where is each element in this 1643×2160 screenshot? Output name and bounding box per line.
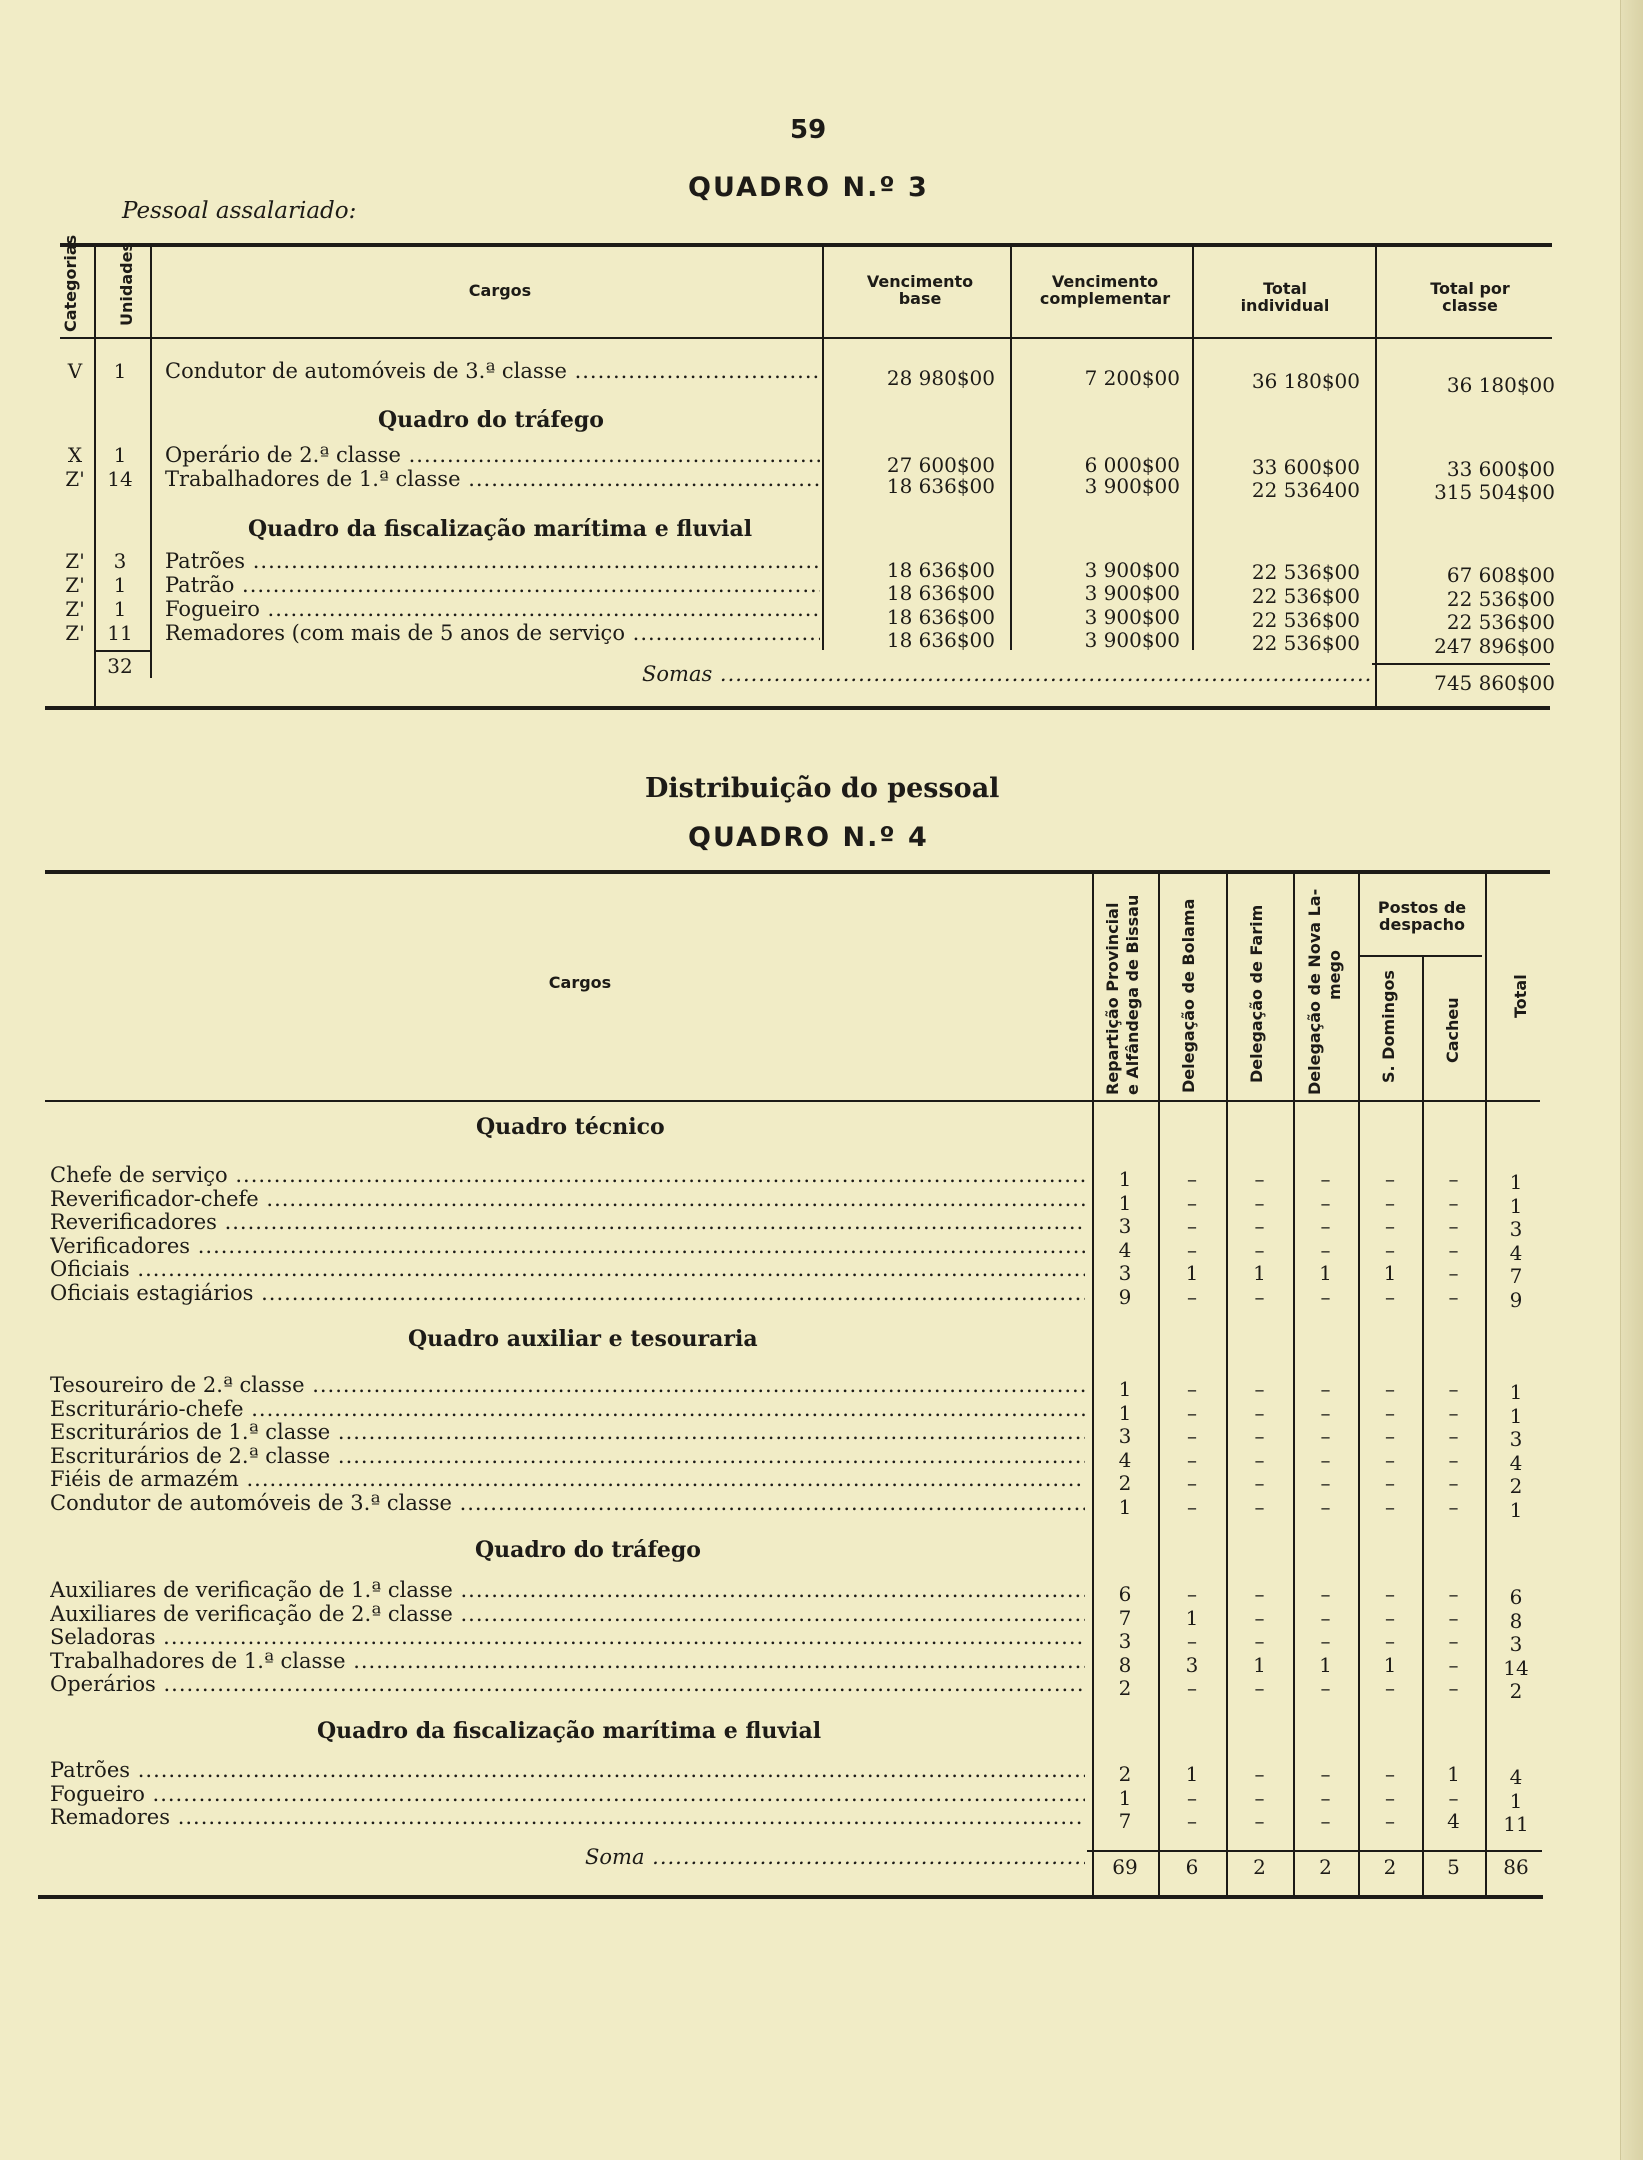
- page-edge: [1620, 0, 1643, 2160]
- q3-total-classe: 22 536$00: [1446, 587, 1555, 611]
- q3-base: 18 636$00: [886, 628, 995, 652]
- q4-value-cacheu: –: [1448, 1785, 1459, 1810]
- q4-value-bolama: –: [1187, 1471, 1197, 1495]
- q4-soma-farim: 2: [1253, 1855, 1266, 1879]
- q3-col-line: [1375, 246, 1377, 706]
- q4-value-nova-lamego: –: [1320, 1809, 1331, 1833]
- q4-value-nova-lamego: –: [1320, 1237, 1331, 1262]
- q4-value-bolama: 1: [1185, 1261, 1199, 1285]
- q4-col-line: [1293, 873, 1295, 1895]
- q4-value-bolama: –: [1187, 1809, 1197, 1833]
- q4-value-nova-lamego: –: [1320, 1605, 1331, 1630]
- q4-value-reparticao: 6: [1118, 1582, 1132, 1606]
- q3-total-ind: 33 600$00: [1251, 455, 1360, 479]
- q4-value-cacheu: –: [1448, 1167, 1459, 1191]
- q4-value-s-domingos: –: [1385, 1494, 1395, 1519]
- quadro3-units-rule: [95, 650, 150, 652]
- q3-units: 3: [113, 549, 127, 573]
- q4-cargo: Chefe de serviço .....: [50, 1163, 1085, 1187]
- q4-value-s-domingos: –: [1385, 1785, 1395, 1810]
- q4-value-reparticao: 4: [1118, 1237, 1132, 1262]
- q4-cargo: Oficiais estagiários .....: [50, 1281, 1085, 1305]
- q4-header-reparticao-2: e Alfândega de Bissau: [1123, 894, 1142, 1095]
- q3-cat: Z': [65, 597, 85, 621]
- q4-header-reparticao: Repartição Provincial: [1103, 902, 1122, 1095]
- q4-value-reparticao: 3: [1118, 1261, 1132, 1285]
- q4-value-cacheu: –: [1448, 1605, 1459, 1630]
- q4-value-cacheu: –: [1448, 1214, 1459, 1238]
- q4-value-reparticao: 3: [1118, 1214, 1132, 1238]
- q3-cargo: Operário de 2.ª classe .....: [165, 443, 820, 467]
- q4-value-reparticao: 8: [1118, 1652, 1132, 1677]
- q4-soma-reparticao: 69: [1112, 1855, 1138, 1879]
- q4-value-farim: –: [1254, 1785, 1265, 1810]
- q3-base: 27 600$00: [886, 453, 995, 477]
- q3-units: 1: [113, 573, 127, 597]
- q3-total-ind: 36 180$00: [1251, 369, 1360, 393]
- q4-value-total: 1: [1509, 1170, 1523, 1194]
- q4-value-cacheu: –: [1448, 1471, 1459, 1495]
- q4-value-farim: –: [1254, 1762, 1265, 1786]
- q4-value-s-domingos: –: [1385, 1629, 1395, 1653]
- page-number: 59: [790, 115, 827, 145]
- q4-value-s-domingos: –: [1385, 1471, 1395, 1495]
- q3-units: 1: [113, 443, 127, 467]
- q4-value-s-domingos: –: [1385, 1762, 1395, 1786]
- q4-cargo: Seladoras .....: [50, 1625, 1085, 1649]
- q3-cat: Z': [65, 467, 85, 491]
- q4-value-bolama: –: [1187, 1582, 1197, 1606]
- q4-value-cacheu: –: [1448, 1377, 1459, 1401]
- q3-total-classe: 67 608$00: [1446, 563, 1555, 587]
- q4-value-cacheu: –: [1448, 1494, 1459, 1519]
- q4-header-s-domingos: S. Domingos: [1379, 970, 1398, 1083]
- q3-total-ind: 22 536$00: [1251, 584, 1360, 608]
- q4-value-bolama: –: [1187, 1494, 1197, 1519]
- q3-section-title: Quadro do tráfego: [378, 407, 604, 433]
- quadro3-total-rule: [1372, 663, 1550, 665]
- q4-value-s-domingos: –: [1385, 1809, 1395, 1833]
- q4-value-total: 1: [1509, 1403, 1523, 1428]
- q4-header-farim: Delegação de Farim: [1247, 904, 1266, 1083]
- q3-base: 18 636$00: [886, 605, 995, 629]
- q4-value-reparticao: 3: [1118, 1424, 1132, 1448]
- q4-value-nova-lamego: –: [1320, 1377, 1331, 1401]
- q4-value-bolama: –: [1187, 1629, 1197, 1653]
- q4-value-nova-lamego: –: [1320, 1629, 1331, 1653]
- q4-value-farim: 1: [1253, 1652, 1266, 1677]
- q4-value-bolama: –: [1187, 1190, 1197, 1215]
- q4-value-bolama: –: [1187, 1284, 1197, 1309]
- q4-section-title: Quadro auxiliar e tesouraria: [408, 1326, 758, 1352]
- q3-compl: 3 900$00: [1084, 605, 1180, 629]
- q3-section-title: Quadro da fiscalização marítima e fluvial: [248, 516, 753, 542]
- q3-header-total-individual: Total individual: [1240, 279, 1330, 315]
- q3-total-classe: 33 600$00: [1446, 457, 1555, 481]
- q4-cargo: Escriturários de 1.ª classe .....: [50, 1420, 1085, 1444]
- q4-value-cacheu: –: [1448, 1447, 1459, 1472]
- q4-value-bolama: –: [1187, 1676, 1197, 1700]
- q4-value-s-domingos: –: [1385, 1400, 1395, 1425]
- q4-value-farim: –: [1254, 1377, 1265, 1401]
- q4-value-reparticao: 1: [1118, 1785, 1132, 1810]
- q4-value-bolama: –: [1187, 1447, 1197, 1472]
- q4-value-bolama: 3: [1185, 1652, 1199, 1677]
- q4-value-nova-lamego: –: [1320, 1400, 1331, 1425]
- q4-value-reparticao: 7: [1118, 1809, 1132, 1833]
- q3-total-classe: 315 504$00: [1434, 480, 1555, 504]
- q4-value-farim: –: [1254, 1214, 1265, 1238]
- q3-cat: Z': [65, 573, 85, 597]
- q4-value-s-domingos: –: [1385, 1167, 1395, 1191]
- q3-cargo: Fogueiro .....: [165, 597, 820, 621]
- q4-soma-bolama: 6: [1185, 1855, 1199, 1879]
- q4-value-total: 2: [1509, 1679, 1523, 1703]
- q3-total-ind: 22 536$00: [1251, 631, 1360, 655]
- q4-value-bolama: –: [1187, 1377, 1197, 1401]
- q4-value-total: 6: [1509, 1585, 1523, 1609]
- q3-base: 18 636$00: [886, 474, 995, 498]
- quadro4-title: QUADRO N.º 4: [688, 822, 929, 853]
- q4-value-reparticao: 7: [1118, 1605, 1132, 1630]
- q4-value-farim: –: [1254, 1237, 1265, 1262]
- q4-value-cacheu: –: [1448, 1652, 1459, 1677]
- q4-value-nova-lamego: –: [1320, 1167, 1331, 1191]
- q3-cargo: Patrões .....: [165, 549, 820, 573]
- q4-value-farim: –: [1254, 1494, 1265, 1519]
- q3-compl: 3 900$00: [1084, 581, 1180, 605]
- q4-header-cacheu: Cacheu: [1443, 997, 1462, 1063]
- q4-value-total: 4: [1509, 1450, 1523, 1475]
- q4-value-bolama: 1: [1185, 1762, 1199, 1786]
- quadro4-bottom-rule: [38, 1895, 1543, 1899]
- q3-total-classe: 22 536$00: [1446, 610, 1555, 634]
- q4-value-bolama: –: [1187, 1785, 1197, 1810]
- q4-soma-total: 86: [1503, 1855, 1529, 1879]
- q4-value-farim: –: [1254, 1424, 1265, 1448]
- q4-cargo: Condutor de automóveis de 3.ª classe .....: [50, 1491, 1085, 1515]
- q4-value-cacheu: 1: [1447, 1762, 1460, 1786]
- q3-header-vencimento-base: Vencimento base: [866, 272, 974, 308]
- q4-soma-label: Soma .....: [585, 1845, 1085, 1869]
- q4-value-total: 9: [1509, 1287, 1523, 1312]
- q4-value-nova-lamego: –: [1320, 1785, 1331, 1810]
- q4-cargo: Oficiais .....: [50, 1257, 1085, 1281]
- q4-value-reparticao: 4: [1118, 1447, 1132, 1472]
- q4-value-total: 3: [1509, 1632, 1523, 1656]
- q4-value-s-domingos: –: [1385, 1190, 1395, 1215]
- q4-value-s-domingos: –: [1385, 1237, 1395, 1262]
- q4-cargo: Fiéis de armazém .....: [50, 1467, 1085, 1491]
- q4-cargo: Escriturários de 2.ª classe .....: [50, 1444, 1085, 1468]
- q4-value-farim: –: [1254, 1190, 1265, 1215]
- q4-value-reparticao: 1: [1118, 1377, 1132, 1401]
- q3-col-line: [150, 246, 152, 678]
- q3-compl: 3 900$00: [1084, 558, 1180, 582]
- q4-value-farim: –: [1254, 1582, 1265, 1606]
- q4-value-total: 1: [1509, 1193, 1523, 1218]
- q4-value-total: 1: [1509, 1788, 1523, 1813]
- q3-units: 11: [107, 621, 133, 645]
- q4-value-bolama: –: [1187, 1424, 1197, 1448]
- q4-value-reparticao: 2: [1118, 1762, 1132, 1786]
- q4-header-nova-lamego: Delegação de Nova La-: [1305, 888, 1324, 1095]
- q3-header-unidades: Unidades: [117, 242, 136, 326]
- q4-value-s-domingos: –: [1385, 1676, 1395, 1700]
- q3-units: 1: [113, 359, 127, 383]
- q3-compl: 6 000$00: [1084, 453, 1180, 477]
- q4-soma-nova-lamego: 2: [1319, 1855, 1332, 1879]
- q3-cargo: Condutor de automóveis de 3.ª classe .....: [165, 359, 820, 383]
- q4-value-reparticao: 2: [1118, 1676, 1132, 1700]
- q4-value-farim: 1: [1253, 1261, 1266, 1285]
- q3-total-ind: 22 536400: [1251, 478, 1360, 502]
- q3-somas-label: Somas .....: [642, 662, 1370, 686]
- q4-value-farim: –: [1254, 1447, 1265, 1472]
- q4-value-total: 3: [1509, 1427, 1523, 1451]
- q3-base: 18 636$00: [886, 558, 995, 582]
- q4-value-farim: –: [1254, 1167, 1265, 1191]
- q4-value-total: 1: [1509, 1380, 1523, 1404]
- q3-total-ind: 22 536$00: [1251, 560, 1360, 584]
- q4-value-s-domingos: 1: [1383, 1261, 1397, 1285]
- q3-header-categorias: Categorias: [61, 234, 80, 332]
- q4-cargo: Operários .....: [50, 1672, 1085, 1696]
- q4-header-total: Total: [1511, 974, 1530, 1018]
- q4-cargo: Auxiliares de verificação de 2.ª classe .....: [50, 1602, 1085, 1626]
- q4-value-cacheu: 4: [1447, 1809, 1460, 1833]
- q4-value-cacheu: –: [1448, 1676, 1459, 1700]
- q4-cargo: Reverificadores .....: [50, 1210, 1085, 1234]
- q3-compl: 7 200$00: [1084, 366, 1180, 390]
- q4-value-s-domingos: –: [1385, 1284, 1395, 1309]
- q3-cargo: Patrão .....: [165, 573, 820, 597]
- q4-cargo: Reverificador-chefe .....: [50, 1187, 1085, 1211]
- q3-base: 28 980$00: [886, 366, 995, 390]
- q4-soma-cacheu: 5: [1447, 1855, 1460, 1879]
- q4-value-nova-lamego: –: [1320, 1582, 1331, 1606]
- q4-value-farim: –: [1254, 1471, 1265, 1495]
- q4-value-farim: –: [1254, 1629, 1265, 1653]
- q3-total-ind: 22 536$00: [1251, 608, 1360, 632]
- q4-value-s-domingos: –: [1385, 1582, 1395, 1606]
- q4-col-line: [1422, 955, 1424, 1895]
- q4-col-line: [1226, 873, 1228, 1895]
- q4-header-postos: Postos de despacho: [1377, 898, 1467, 934]
- q4-header-bolama: Delegação de Bolama: [1179, 898, 1198, 1093]
- q4-value-total: 4: [1509, 1240, 1523, 1265]
- q4-cargo: Tesoureiro de 2.ª classe .....: [50, 1373, 1085, 1397]
- q4-cargo: Trabalhadores de 1.ª classe .....: [50, 1649, 1085, 1673]
- q4-value-s-domingos: –: [1385, 1447, 1395, 1472]
- q4-value-s-domingos: –: [1385, 1605, 1395, 1630]
- q4-value-nova-lamego: 1: [1319, 1261, 1332, 1285]
- q3-cat: V: [67, 359, 83, 383]
- q4-value-cacheu: –: [1448, 1237, 1459, 1262]
- q4-value-reparticao: 1: [1118, 1167, 1132, 1191]
- q4-value-total: 11: [1503, 1812, 1529, 1836]
- quadro3-header-rule: [60, 337, 1552, 339]
- quadro4-soma-rule: [1087, 1850, 1542, 1852]
- q3-header-total-por-classe: Total por classe: [1430, 279, 1510, 315]
- q4-value-s-domingos: –: [1385, 1424, 1395, 1448]
- q4-value-total: 2: [1509, 1474, 1523, 1498]
- q4-value-nova-lamego: –: [1320, 1676, 1331, 1700]
- q4-value-s-domingos: 1: [1383, 1652, 1397, 1677]
- q4-section-title: Quadro técnico: [476, 1114, 665, 1140]
- q4-value-bolama: –: [1187, 1400, 1197, 1425]
- q4-value-farim: –: [1254, 1809, 1265, 1833]
- q4-value-bolama: –: [1187, 1237, 1197, 1262]
- q3-cat: X: [67, 443, 83, 467]
- q4-value-nova-lamego: –: [1320, 1214, 1331, 1238]
- q4-value-total: 14: [1503, 1655, 1529, 1680]
- q4-value-total: 3: [1509, 1217, 1523, 1241]
- q3-col-line: [94, 246, 96, 706]
- q3-col-line: [822, 246, 824, 650]
- q3-cargo: Trabalhadores de 1.ª classe .....: [165, 467, 820, 491]
- q3-total-classe: 36 180$00: [1446, 373, 1555, 397]
- q3-col-line: [1192, 246, 1194, 650]
- q3-col-line: [1010, 246, 1012, 650]
- q3-cat: Z': [65, 549, 85, 573]
- q4-value-total: 1: [1509, 1497, 1523, 1522]
- q3-base: 18 636$00: [886, 581, 995, 605]
- quadro3-title: QUADRO N.º 3: [688, 172, 929, 203]
- q4-value-cacheu: –: [1448, 1261, 1459, 1285]
- q4-value-nova-lamego: –: [1320, 1190, 1331, 1215]
- q3-units: 1: [113, 597, 127, 621]
- quadro3-top-rule: [60, 243, 1552, 247]
- q4-value-nova-lamego: –: [1320, 1471, 1331, 1495]
- q4-value-s-domingos: –: [1385, 1377, 1395, 1401]
- q4-header-cargos: Cargos: [548, 973, 612, 992]
- q4-value-nova-lamego: –: [1320, 1424, 1331, 1448]
- q3-cargo: Remadores (com mais de 5 anos de serviço .....: [165, 621, 820, 645]
- q4-col-line: [1485, 873, 1487, 1895]
- q4-value-cacheu: –: [1448, 1424, 1459, 1448]
- q4-value-reparticao: 9: [1118, 1284, 1132, 1309]
- q3-compl: 3 900$00: [1084, 628, 1180, 652]
- q4-col-line: [1158, 873, 1160, 1895]
- q4-value-nova-lamego: –: [1320, 1762, 1331, 1786]
- q4-cargo: Patrões .....: [50, 1758, 1085, 1782]
- q4-value-cacheu: –: [1448, 1190, 1459, 1215]
- q4-value-farim: –: [1254, 1400, 1265, 1425]
- q3-somas-value: 745 860$00: [1434, 671, 1555, 695]
- q4-col-line: [1358, 873, 1360, 1895]
- distribuicao-title: Distribuição do pessoal: [645, 773, 1000, 804]
- q4-section-title: Quadro da fiscalização marítima e fluvial: [317, 1718, 822, 1744]
- q4-value-cacheu: –: [1448, 1582, 1459, 1606]
- q3-total-classe: 247 896$00: [1434, 634, 1555, 658]
- q4-value-bolama: 1: [1185, 1605, 1199, 1630]
- q4-header-nova-lamego-2: mego: [1325, 950, 1344, 1000]
- q4-value-farim: –: [1254, 1605, 1265, 1630]
- quadro3-subtitle: Pessoal assalariado:: [122, 198, 357, 224]
- q4-value-reparticao: 1: [1118, 1400, 1132, 1425]
- q4-value-total: 4: [1509, 1765, 1523, 1789]
- q3-total-units: 32: [107, 654, 133, 678]
- quadro4-top-rule: [45, 870, 1550, 874]
- q4-value-cacheu: –: [1448, 1284, 1459, 1309]
- q4-value-cacheu: –: [1448, 1400, 1459, 1425]
- q4-value-nova-lamego: –: [1320, 1284, 1331, 1309]
- q4-cargo: Remadores .....: [50, 1805, 1085, 1829]
- q3-compl: 3 900$00: [1084, 474, 1180, 498]
- q4-value-nova-lamego: 1: [1319, 1652, 1332, 1677]
- q4-value-reparticao: 1: [1118, 1494, 1132, 1519]
- q4-value-total: 7: [1509, 1264, 1523, 1288]
- q3-header-vencimento-complementar: Vencimento complementar: [1039, 272, 1171, 308]
- q3-cat: Z': [65, 621, 85, 645]
- q4-section-title: Quadro do tráfego: [475, 1537, 701, 1563]
- q4-cargo: Auxiliares de verificação de 1.ª classe .....: [50, 1578, 1085, 1602]
- q4-value-nova-lamego: –: [1320, 1447, 1331, 1472]
- q4-value-reparticao: 3: [1118, 1629, 1132, 1653]
- q4-value-bolama: –: [1187, 1167, 1197, 1191]
- q4-value-reparticao: 2: [1118, 1471, 1132, 1495]
- quadro3-bottom-rule: [45, 706, 1550, 710]
- q4-value-nova-lamego: –: [1320, 1494, 1331, 1519]
- q4-cargo: Verificadores .....: [50, 1234, 1085, 1258]
- q3-header-cargos: Cargos: [468, 281, 532, 300]
- q4-cargo: Escriturário-chefe .....: [50, 1397, 1085, 1421]
- q4-value-s-domingos: –: [1385, 1214, 1395, 1238]
- q4-value-bolama: –: [1187, 1214, 1197, 1238]
- q4-cargo: Fogueiro .....: [50, 1782, 1085, 1806]
- quadro4-header-rule: [45, 1100, 1540, 1102]
- q4-value-reparticao: 1: [1118, 1190, 1132, 1215]
- q4-value-farim: –: [1254, 1676, 1265, 1700]
- q4-value-total: 8: [1509, 1608, 1523, 1633]
- q4-col-line: [1092, 873, 1094, 1895]
- q3-units: 14: [107, 467, 133, 491]
- q4-value-cacheu: –: [1448, 1629, 1459, 1653]
- q4-value-farim: –: [1254, 1284, 1265, 1309]
- q4-soma-s-domingos: 2: [1383, 1855, 1397, 1879]
- postos-rule: [1360, 955, 1482, 957]
